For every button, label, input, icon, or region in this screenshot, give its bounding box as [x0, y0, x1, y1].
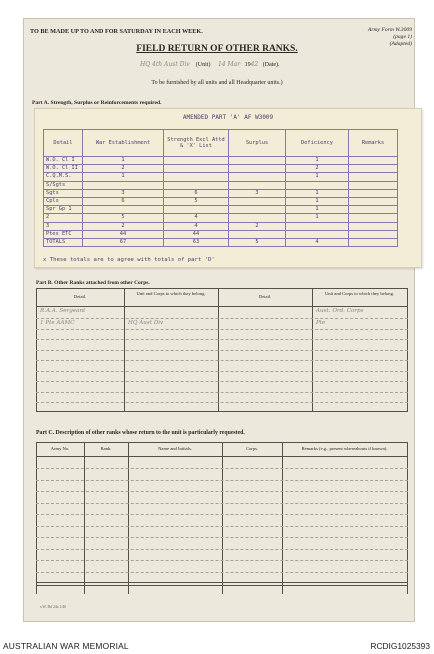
- strength-value-cell: [164, 181, 229, 189]
- strength-value-cell: 2: [83, 165, 164, 173]
- archive-name: AUSTRALIAN WAR MEMORIAL: [3, 641, 129, 651]
- strength-value-cell: [229, 173, 286, 181]
- strength-value-cell: [229, 181, 286, 189]
- year-hand: 42: [250, 61, 259, 68]
- strength-row: [44, 173, 398, 181]
- strength-value-cell: 1: [286, 173, 349, 181]
- year-prefix: 19: [244, 62, 251, 68]
- strength-table-body: [44, 157, 398, 247]
- part-c-heading: Part C. Description of other ranks whose return to the unit is particularly requested.: [36, 430, 245, 436]
- strength-value-cell: 44: [164, 230, 229, 238]
- part-c-ruled-line: [36, 560, 408, 561]
- part-c-ruled-line: [36, 480, 408, 481]
- part-c-ruled-line: [36, 503, 408, 504]
- part-b-header-rule: [36, 306, 408, 307]
- strength-value-cell: [229, 165, 286, 173]
- amended-part-a-slip: [34, 108, 422, 268]
- part-b-ruled-line: [36, 381, 408, 382]
- strength-row: [44, 214, 398, 222]
- part-b-ruled-line: [36, 402, 408, 403]
- strength-value-cell: [229, 214, 286, 222]
- strength-value-cell: [286, 181, 349, 189]
- furnished-note: To be furnished by all units and all Headquarter units.): [151, 80, 283, 86]
- part-b-ruled-line: [36, 339, 408, 340]
- strength-row: [44, 197, 398, 205]
- strength-value-cell: [83, 206, 164, 214]
- strength-value-cell: [349, 230, 398, 238]
- strength-detail-cell: Ptes ETC: [44, 230, 83, 238]
- strength-value-cell: [349, 157, 398, 165]
- strength-value-cell: 4: [164, 222, 229, 230]
- strength-detail-cell: Sgts: [44, 189, 83, 197]
- strength-value-cell: [349, 238, 398, 246]
- part-b-ruled-line: [36, 350, 408, 351]
- part-c-ruled-line: [36, 514, 408, 515]
- part-b-header-unit-1: Unit and Corps to which they belong.: [136, 291, 206, 296]
- strength-row: [44, 189, 398, 197]
- strength-value-cell: [349, 197, 398, 205]
- part-c-ruled-line: [36, 491, 408, 492]
- strength-value-cell: 6: [164, 189, 229, 197]
- strength-value-cell: 1: [286, 157, 349, 165]
- strength-value-cell: [164, 165, 229, 173]
- strength-detail-cell: 3: [44, 222, 83, 230]
- strength-value-cell: 2: [229, 222, 286, 230]
- strength-detail-cell: Spr Gp 1: [44, 206, 83, 214]
- strength-table: [43, 129, 398, 247]
- part-c-ruled-line: [36, 526, 408, 527]
- part-b-handwritten-entry: R.A.A. Sergeant: [40, 308, 86, 314]
- strength-row: [44, 230, 398, 238]
- part-c-header-corps: Corps.: [245, 446, 259, 451]
- part-b-handwritten-entry: 1 Pte AAMC: [40, 320, 75, 326]
- part-c-ruled-line: [36, 572, 408, 573]
- form-number: Army Form W.3009: [367, 27, 412, 33]
- strength-value-cell: 1: [83, 173, 164, 181]
- col-detail: Detail: [44, 130, 83, 157]
- strength-detail-cell: W.O. Cl I: [44, 157, 83, 165]
- strength-row: [44, 238, 398, 246]
- strength-row: [44, 206, 398, 214]
- strength-value-cell: [164, 157, 229, 165]
- archive-reference: RCDIG1025393: [370, 641, 430, 651]
- strength-value-cell: [349, 222, 398, 230]
- strength-value-cell: [164, 206, 229, 214]
- strength-value-cell: 63: [164, 238, 229, 246]
- strength-value-cell: [349, 165, 398, 173]
- strength-row: [44, 181, 398, 189]
- strength-value-cell: [83, 181, 164, 189]
- part-b-handwritten-entry: Pte: [316, 320, 326, 326]
- strength-detail-cell: S/Sgts: [44, 181, 83, 189]
- strength-value-cell: 5: [83, 214, 164, 222]
- strength-table-header: [44, 130, 398, 157]
- col-deficiency: Deficiency: [286, 130, 349, 157]
- strength-value-cell: [229, 206, 286, 214]
- strength-value-cell: 4: [164, 214, 229, 222]
- part-b-ruled-line: [36, 392, 408, 393]
- col-surplus: Surplus: [229, 130, 286, 157]
- col-remarks: Remarks: [349, 130, 398, 157]
- part-c-grid: [36, 442, 408, 594]
- part-b-grid: [36, 288, 408, 412]
- strength-value-cell: [286, 222, 349, 230]
- part-c-ruled-line: [36, 537, 408, 538]
- part-c-header-name: Name and Initials.: [158, 446, 192, 451]
- part-b-header-detail-1: Detail.: [73, 294, 87, 299]
- strength-value-cell: [349, 173, 398, 181]
- strength-value-cell: 1: [286, 206, 349, 214]
- date-day: 14 Mar: [217, 61, 241, 68]
- part-b-ruled-line: [36, 329, 408, 330]
- part-b-ruled-line: [36, 371, 408, 372]
- strength-detail-cell: TOTALS: [44, 238, 83, 246]
- strength-value-cell: 44: [83, 230, 164, 238]
- strength-value-cell: 1: [286, 214, 349, 222]
- strength-value-cell: 1: [83, 157, 164, 165]
- part-b-ruled-line: [36, 318, 408, 319]
- part-b-bottom-rule: [36, 411, 408, 412]
- date-label: (Date).: [262, 62, 280, 68]
- strength-value-cell: [349, 214, 398, 222]
- part-c-header-remarks: Remarks (e.g., present whereabouts if known).: [301, 446, 388, 451]
- unit-label: (Unit): [195, 62, 211, 68]
- strength-value-cell: [349, 206, 398, 214]
- adapted-label: (Adapted): [389, 41, 412, 47]
- strength-value-cell: 3: [229, 189, 286, 197]
- amended-heading: AMENDED PART 'A' AF W3009: [182, 114, 274, 121]
- strength-value-cell: 6: [83, 197, 164, 205]
- part-b-heading: Part B. Other Ranks attached from other Corps.: [36, 280, 150, 286]
- part-b-header-unit-2: Unit and Corps to which they belong.: [324, 291, 395, 296]
- strength-value-cell: [349, 181, 398, 189]
- part-b-handwritten-entry: HQ Aust Div: [128, 320, 164, 326]
- archive-footer: [0, 638, 434, 654]
- strength-row: [44, 157, 398, 165]
- part-a-heading: Part A. Strength, Surplus or Reinforcements required.: [32, 100, 162, 106]
- part-c-ruled-line: [36, 468, 408, 469]
- part-b-header-detail-2: Detail.: [258, 294, 272, 299]
- strength-value-cell: 2: [286, 165, 349, 173]
- page-title: FIELD RETURN OF OTHER RANKS.: [136, 44, 298, 54]
- strength-value-cell: [229, 157, 286, 165]
- part-b-handwritten-entry: Aust. Ord. Corps: [316, 308, 364, 314]
- strength-detail-cell: 2: [44, 214, 83, 222]
- strength-value-cell: 1: [286, 189, 349, 197]
- col-war-establishment: War Establishment: [83, 130, 164, 157]
- strength-detail-cell: C.Q.M.S.: [44, 173, 83, 181]
- strength-detail-cell: W.O. Cl II: [44, 165, 83, 173]
- strength-value-cell: 1: [286, 197, 349, 205]
- strength-value-cell: 4: [286, 238, 349, 246]
- col-strength: Strength Excl Attd & 'X' List: [164, 130, 229, 157]
- printer-imprint: s.W. Bd 24a 1/40: [40, 605, 67, 609]
- unit-handwritten: HQ 4th Aust Div: [140, 61, 190, 68]
- strength-value-cell: [164, 173, 229, 181]
- strength-value-cell: [229, 197, 286, 205]
- part-c-header-army-no: Army No.: [50, 446, 70, 451]
- strength-value-cell: [349, 189, 398, 197]
- strength-value-cell: 67: [83, 238, 164, 246]
- part-b-ruled-line: [36, 360, 408, 361]
- strength-value-cell: 2: [83, 222, 164, 230]
- page-label: (page 1): [393, 34, 412, 40]
- strength-value-cell: 5: [229, 238, 286, 246]
- totals-note: x These totals are to agree with totals of part 'D': [43, 257, 215, 263]
- top-instruction: TO BE MADE UP TO AND FOR SATURDAY IN EACH WEEK.: [30, 28, 203, 35]
- part-c-header-rank: Rank.: [100, 446, 112, 451]
- part-b-top-rule: [36, 288, 408, 289]
- strength-value-cell: [229, 230, 286, 238]
- strength-row: [44, 165, 398, 173]
- strength-detail-cell: Cpls: [44, 197, 83, 205]
- strength-value-cell: [286, 230, 349, 238]
- part-c-ruled-line: [36, 549, 408, 550]
- unit-date-line: [140, 61, 280, 68]
- strength-row: [44, 222, 398, 230]
- strength-value-cell: 5: [164, 197, 229, 205]
- strength-value-cell: 3: [83, 189, 164, 197]
